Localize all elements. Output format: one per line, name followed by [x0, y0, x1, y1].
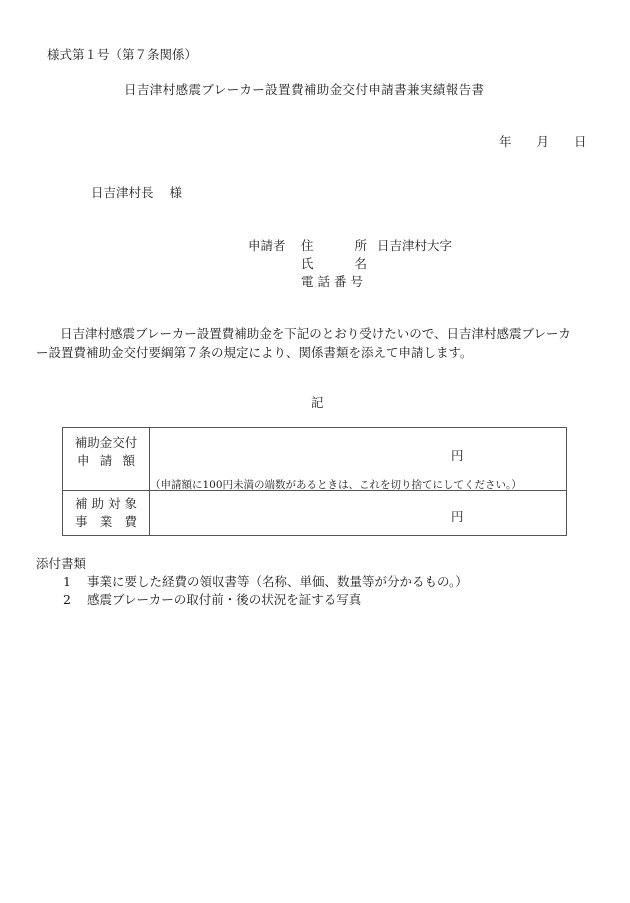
addressee-name: 日吉津村長 [91, 185, 154, 200]
attachment-text: 事業に要した経費の領収書等（名称、単価、数量等が分かるもの。） [87, 574, 468, 589]
label-line-1: 補助金交付 [74, 435, 138, 450]
applicant-address-row [301, 240, 452, 253]
attachment-number: 2 [63, 592, 71, 607]
amount-table [62, 427, 567, 536]
label-char: 費 [124, 514, 137, 529]
table-row-project-cost [63, 491, 567, 536]
addressee [91, 187, 182, 200]
yen-unit: 円 [451, 448, 464, 463]
name-label [301, 258, 367, 271]
phone-label [301, 276, 363, 289]
project-cost-label [63, 491, 150, 536]
label-char: 助 [91, 496, 104, 511]
label-line-2 [63, 513, 149, 531]
label-line-1 [63, 495, 149, 513]
attachment-item [63, 576, 468, 589]
yen-unit: 円 [451, 509, 464, 524]
label-char: 補 [75, 496, 88, 511]
label-char: 事 [75, 514, 88, 529]
application-body-text: 日吉津村感震ブレーカー設置費補助金を下記のとおり受けたいので、日吉津村感震ブレーカー設置費補助金交付要綱第７条の規定により、関係書類を添えて申請します。 [36, 326, 571, 360]
year-label: 年 [499, 134, 512, 149]
label-line-2 [63, 452, 149, 470]
phone-label-char: 番 [333, 274, 347, 289]
attachment-text: 感震ブレーカーの取付前・後の状況を証する写真 [87, 592, 362, 607]
day-label: 日 [574, 134, 587, 149]
ki-heading: 記 [311, 395, 324, 410]
label-char: 申 [77, 453, 90, 468]
applicant-phone-row [301, 276, 363, 289]
form-number: 様式第１号（第７条関係） [47, 47, 198, 62]
phone-label-char: 号 [350, 274, 363, 289]
document-title: 日吉津村感震ブレーカー設置費補助金交付申請書兼実績報告書 [124, 82, 485, 97]
label-char: 象 [124, 496, 137, 511]
month-label: 月 [536, 134, 550, 149]
address-label-char: 住 [301, 238, 314, 253]
label-char: 請 [99, 453, 113, 468]
rounding-note: （申請額に100円未満の端数があるときは、これを切り捨てにしてください。） [150, 479, 522, 491]
name-label-char: 名 [354, 256, 367, 271]
date-line [474, 136, 587, 149]
phone-label-char: 電 [301, 274, 314, 289]
name-label-char: 氏 [301, 256, 314, 271]
applicant-label: 申請者 [248, 238, 286, 253]
label-char: 業 [99, 514, 113, 529]
address-label [301, 240, 367, 253]
phone-label-char: 話 [317, 274, 330, 289]
address-label-char: 所 [354, 238, 367, 253]
addressee-honorific: 様 [169, 185, 183, 200]
address-value-field[interactable]: 日吉津村大字 [377, 238, 453, 253]
label-char: 対 [107, 496, 121, 511]
application-amount-field[interactable] [150, 428, 567, 491]
table-row-application-amount [63, 428, 567, 491]
attachments-title: 添付書類 [36, 556, 87, 571]
project-cost-field[interactable] [150, 491, 567, 536]
attachment-item [63, 594, 361, 607]
attachment-number: 1 [63, 574, 71, 589]
label-char: 額 [122, 453, 135, 468]
application-amount-label [63, 428, 150, 491]
applicant-name-row [301, 258, 367, 271]
